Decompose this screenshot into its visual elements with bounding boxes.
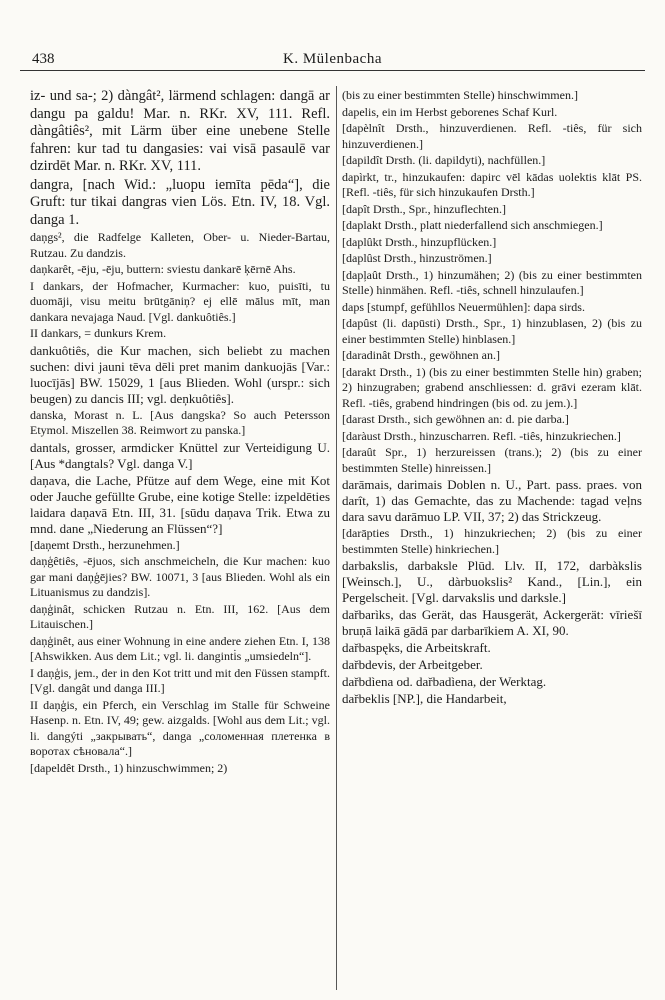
entry: [dapildît Drsth. (li. dapildyti), nachfüllen.]: [342, 153, 546, 167]
entry: [dapļaût Drsth., 1) hinzumähen; 2) (bis zu einer bestimmten Stelle) hinmähen. Refl. -tiês, schnell hinzulaufen.]: [342, 267, 642, 297]
entry: I daņģis, jem., der in den Kot tritt und mit den Füssen stampft. [Vgl. dangât und danga III.]: [30, 665, 330, 695]
running-title: K. Mülenbacha: [283, 51, 382, 67]
entry: daps [stumpf, gefühllos Neuermühlen]: dapa sirds.: [342, 299, 585, 314]
entry: daņgs², die Radfelge Kalleten, Ober- u. Nieder-Bartau, Rutzau. Zu dandzis.: [30, 230, 330, 260]
entry: [daplakt Drsth., platt niederfallend sich anschmiegen.]: [342, 218, 603, 232]
entry: daņģinêt, aus einer Wohnung in eine andere ziehen Etn. I, 138 [Ahswikken. Aus dem Lit.; vgl. li. danginti̇s „umsiedeln“].: [30, 633, 330, 663]
entry: [dapûst (li. dapūsti) Drsth., Spr., 1) hinzublasen, 2) (bis zu einer bestimmten Stelle) hinblasen.]: [342, 316, 642, 346]
entry: dařbaspęks, die Arbeitskraft.: [342, 640, 491, 655]
entry: dapelis, ein im Herbst geborenes Schaf Kurl.: [342, 104, 558, 119]
entry: [daràust Drsth., hinzuscharren. Refl. -tiês, hinzukriechen.]: [342, 428, 621, 443]
entry: [darāpties Drsth., 1) hinzukriechen; 2) (bis zu einer bestimmten Stelle) hinkriechen.]: [342, 526, 642, 556]
page-number: 438: [32, 51, 55, 67]
entry: [daņemt Drsth., herzunehmen.]: [30, 537, 180, 552]
entry: I dankars, der Hofmacher, Kurmacher: kuo, puisīti, tu duomāji, visu meitu brūtgāniņ? ej ellē mālus mīt, man dankara nevajaga Naud. [Vgl. dankuôtiês.]: [30, 278, 330, 324]
entry: daņģêtiês, -ējuos, sich anschmeicheln, die Kur machen: kuo gar mani daņģējies? BW. 10071, 3 [aus Blieden. Wohl als ein Lituanismus zu dandzis].: [30, 554, 330, 599]
entry: dangra, [nach Wid.: „luopu iemīta pēda“], die Gruft: tur tikai dangras vien Lös. Etn. IV, 18. Vgl. danga 1.: [30, 176, 330, 228]
entry: [daplûkt Drsth., hinzupflücken.]: [342, 234, 497, 249]
entry: [dapèlnît Drsth., hinzuverdienen. Refl. -tiês, für sich hinzuverdienen.]: [342, 121, 642, 151]
entry: II daņģis, ein Pferch, ein Verschlag im Stalle für Schweine Hasenp. n. Etn. IV, 49; gew. aizgalds. [Wohl aus dem Lit.; vgl. li. dangýti „закрывать“, danga „соломенная плетенка в воротах сѣновала“.]: [30, 697, 330, 758]
entry: [daradinât Drsth., gewöhnen an.]: [342, 348, 500, 362]
entry: dankuôtiês, die Kur machen, sich beliebt zu machen suchen: divi jauni tēva dēli pret manim dankuojās [Var.: luocījās] BW. 15029, 1 [aus Blieden. Wohl (urspr.: sich beugen) zu dancis III; vgl. deņkuôtiês].: [30, 342, 330, 406]
entry: (bis zu einer bestimmten Stelle) hinschwimmen.]: [342, 88, 578, 102]
entry: [dapît Drsth., Spr., hinzuflechten.]: [342, 201, 506, 216]
entry: daņkarêt, -ēju, -ēju, buttern: sviestu dankarē ķērnē Ahs.: [30, 262, 296, 276]
entry: [dapeldêt Drsth., 1) hinzuschwimmen; 2): [30, 760, 228, 775]
entry: darbakslis, darbaksle Plūd. Llv. II, 172, darbàkslis [Weinsch.], U., dàrbuokslis² Kand., [Lin.], ein Pergelscheit. [Vgl. darvakslis und darksle.]: [342, 558, 642, 605]
entry: danska, Morast n. L. [Aus dangska? So auch Petersson Etymol. Miszellen 38. Reimwort zu panska.]: [30, 407, 330, 437]
entry: [darast Drsth., sich gewöhnen an: d. pie darba.]: [342, 412, 569, 426]
entry: dařbarìks, das Gerät, das Hausgerät, Ackergerät: vīriešī bruņā laikā gādā par darbarīkiem A. XI, 90.: [342, 607, 642, 638]
entry: [daraût Spr., 1) herzureissen (trans.); 2) (bis zu einer bestimmten Stelle) hinreissen.]: [342, 445, 642, 475]
column-divider: [336, 86, 337, 990]
entry: II dankars, = dunkurs Krem.: [30, 326, 167, 340]
entry: [darakt Drsth., 1) (bis zu einer bestimmten Stelle hin) graben; 2) hinzugraben; grabend anschliessen: d. grāvi ezeram klāt. Refl. -tiês, grabend hindringen (bis od. zu jem.).]: [342, 364, 642, 410]
entry: daņava, die Lache, Pfütze auf dem Wege, eine mit Kot oder Jauche gefüllte Grube, eine kotige Stelle: izpeldēties laidara daņavā Etn. III, 31. [sūdu daņava Trik. Etwa zu mnd. dane „Niederung an Flüssen“?]: [30, 472, 330, 536]
entry: [daplûst Drsth., hinzuströmen.]: [342, 251, 492, 265]
entry: dařbdìena od. dařbadìena, der Werktag.: [342, 674, 547, 689]
left-column: [30, 88, 330, 993]
entry: daņģinât, schicken Rutzau n. Etn. III, 162. [Aus dem Litauischen.]: [30, 601, 330, 631]
entry: dantals, grosser, armdicker Knüttel zur Verteidigung U. [Aus *dangtals? Vgl. danga V.]: [30, 439, 330, 471]
entry: iz- und sa-; 2) dàngât², lärmend schlagen: dangā ar dangu pa galdu! Mar. n. RKr. XV, 111. Refl. dàngâtiês², mit Lärm über eine unebene Stelle fahren: kur tad tu dangasies: vai visā pasaulē var dzirdēt Mar. n. RKr. XV, 111.: [30, 88, 330, 174]
entry: dařbeklis [NP.], die Handarbeit,: [342, 691, 507, 706]
entry: dařbdevis, der Arbeitgeber.: [342, 657, 483, 672]
entry: darāmais, darimais Doblen n. U., Part. pass. praes. von darît, 1) das Gemachte, das zu Machende: tagad veļns dara savu darāmuo LP. VII, 37; 2) das Strickzeug.: [342, 477, 642, 524]
page-header: [20, 48, 645, 71]
right-column: [342, 88, 642, 993]
entry: dapìrkt, tr., hinzukaufen: dapirc vēl kādas uolektis klāt PS. [Refl. -tiês, für sich hinzukaufen Drsth.]: [342, 169, 642, 199]
